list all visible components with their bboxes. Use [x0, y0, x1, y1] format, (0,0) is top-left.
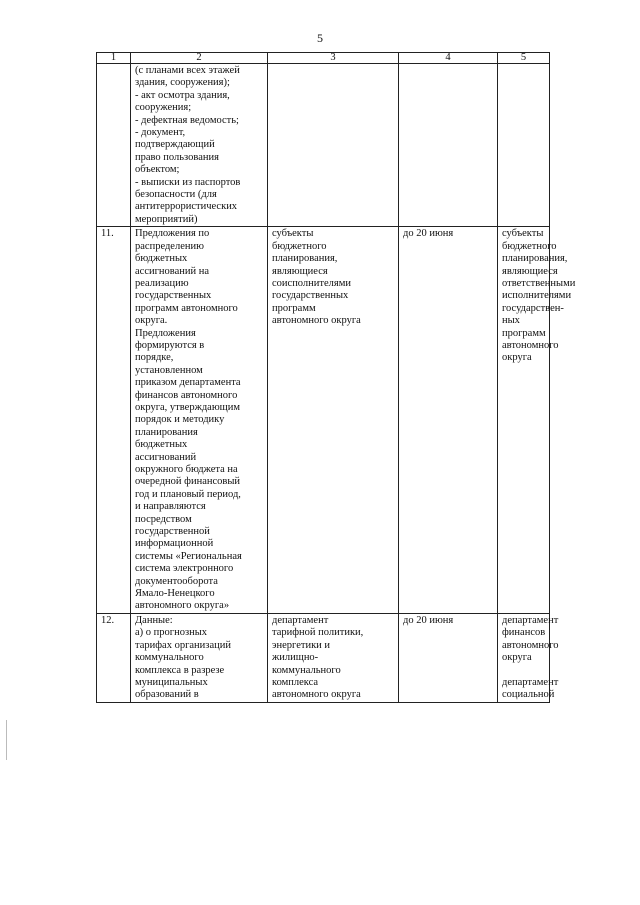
row-number: 11. [97, 227, 131, 614]
table-row [97, 64, 550, 227]
row-recipient: субъекты бюджетного планирования, являющиеся ответственными исполнителями государствен- ных программ автономного округа [498, 227, 550, 614]
row-number: 12. [97, 613, 131, 702]
row-description: Данные: а) о прогнозных тарифах организаций коммунального комплекса в разрезе муниципальных образований в [131, 613, 268, 702]
column-number-4: 4 [399, 53, 498, 64]
column-number-5: 5 [498, 53, 550, 64]
row-responsible [268, 64, 399, 227]
column-number-2: 2 [131, 53, 268, 64]
row-recipient [498, 64, 550, 227]
table-row [97, 613, 550, 702]
column-number-3: 3 [268, 53, 399, 64]
scan-edge-mark [6, 720, 7, 760]
row-description: (с планами всех этажей здания, сооружения); - акт осмотра здания, сооружения; - дефектная ведомость; - документ, подтверждающий право пользования объектом; - выписки из паспортов безопасности (для антитеррористических мероприятий) [131, 64, 268, 227]
schedule-table [96, 52, 576, 703]
row-deadline: до 20 июня [399, 227, 498, 614]
row-deadline: до 20 июня [399, 613, 498, 702]
row-responsible: субъекты бюджетного планирования, являющиеся соисполнителями государственных программ автономного округа [268, 227, 399, 614]
row-recipient: департамент финансов автономного округа департамент социальной [498, 613, 550, 702]
row-responsible: департамент тарифной политики, энергетики и жилищно- коммунального комплекса автономного округа [268, 613, 399, 702]
page-number: 5 [317, 31, 323, 45]
row-description: Предложения по распределению бюджетных ассигнований на реализацию государственных программ автономного округа. Предложения формируются в порядке, установленном приказом департамента финансов автономного округа, утверждающим порядок и методику планирования бюджетных ассигнований окружного бюджета на очередной финансовый год и плановый период, и направляются посредством государственной информационной системы «Региональная система электронного документооборота Ямало-Ненецкого автономного округа» [131, 227, 268, 614]
row-deadline [399, 64, 498, 227]
column-number-1: 1 [97, 53, 131, 64]
row-number [97, 64, 131, 227]
column-number-row [97, 53, 550, 64]
table-row [97, 227, 550, 614]
